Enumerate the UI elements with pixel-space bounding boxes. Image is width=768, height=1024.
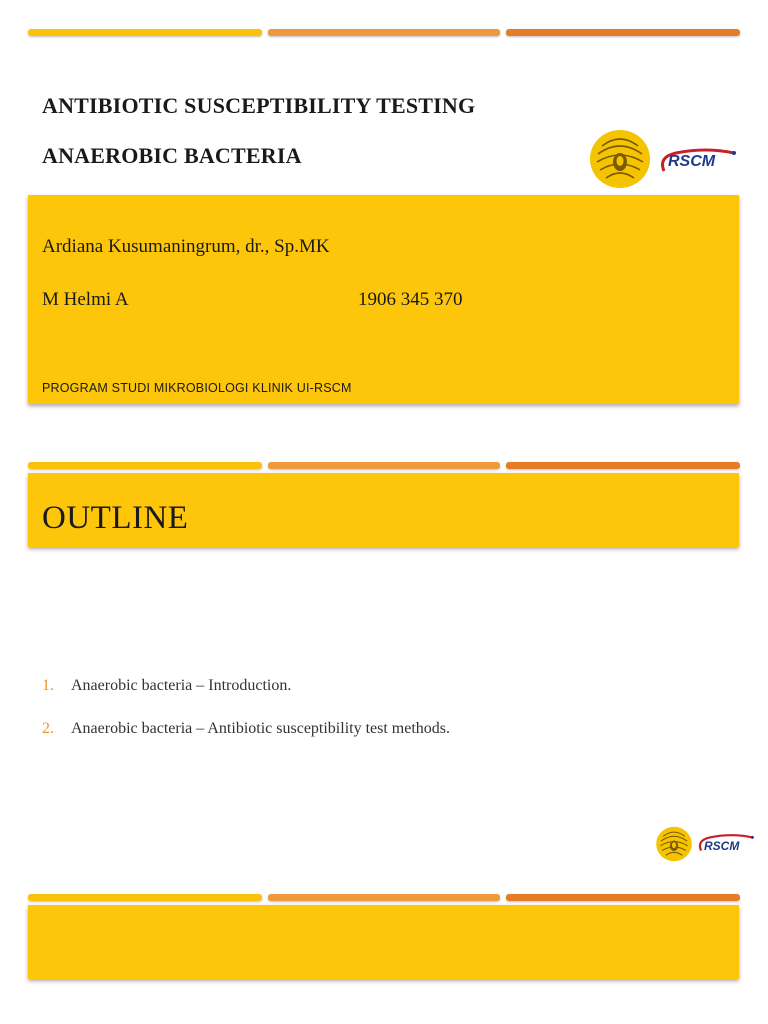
outline-item-number: 2. [42, 720, 54, 737]
slide2-accent-bar-orange [268, 462, 500, 469]
outline-title: OUTLINE [42, 500, 189, 536]
outline-item-number: 1. [42, 677, 54, 694]
slide2-accent-bar-yellow [28, 462, 262, 469]
makara-seal-icon [588, 128, 652, 190]
ui-rscm-logo-small [655, 825, 739, 863]
outline-item-2 [42, 720, 450, 738]
supervisor-name: Ardiana Kusumaningrum, dr., Sp.MK [42, 236, 330, 257]
outline-item-1 [42, 677, 291, 695]
rscm-logo-text: RSCM [704, 839, 740, 853]
outline-item-text: Anaerobic bacteria – Introduction. [71, 677, 292, 694]
slide3-accent-bar-yellow [28, 894, 262, 901]
slide3-accent-bar-orange [268, 894, 500, 901]
rscm-logo-text: RSCM [668, 153, 716, 170]
slide3-title-panel [28, 905, 739, 979]
slide-title-line-2: ANAEROBIC BACTERIA [42, 143, 302, 168]
presenter-name: M Helmi A [42, 289, 129, 310]
ui-rscm-logo [588, 128, 715, 190]
top-accent-bar-orange [268, 29, 500, 36]
outline-item-text: Anaerobic bacteria – Antibiotic susceptibility test methods. [71, 720, 451, 737]
slide-title-line-1: ANTIBIOTIC SUSCEPTIBILITY TESTING [42, 93, 476, 118]
presenter-id: 1906 345 370 [358, 289, 463, 310]
makara-seal-icon [655, 825, 693, 863]
slide3-accent-bar-dark-orange [506, 894, 740, 901]
program-name: PROGRAM STUDI MIKROBIOLOGI KLINIK UI-RSCM [42, 381, 352, 395]
top-accent-bar-yellow [28, 29, 262, 36]
top-accent-bar-dark-orange [506, 29, 740, 36]
slide2-accent-bar-dark-orange [506, 462, 740, 469]
